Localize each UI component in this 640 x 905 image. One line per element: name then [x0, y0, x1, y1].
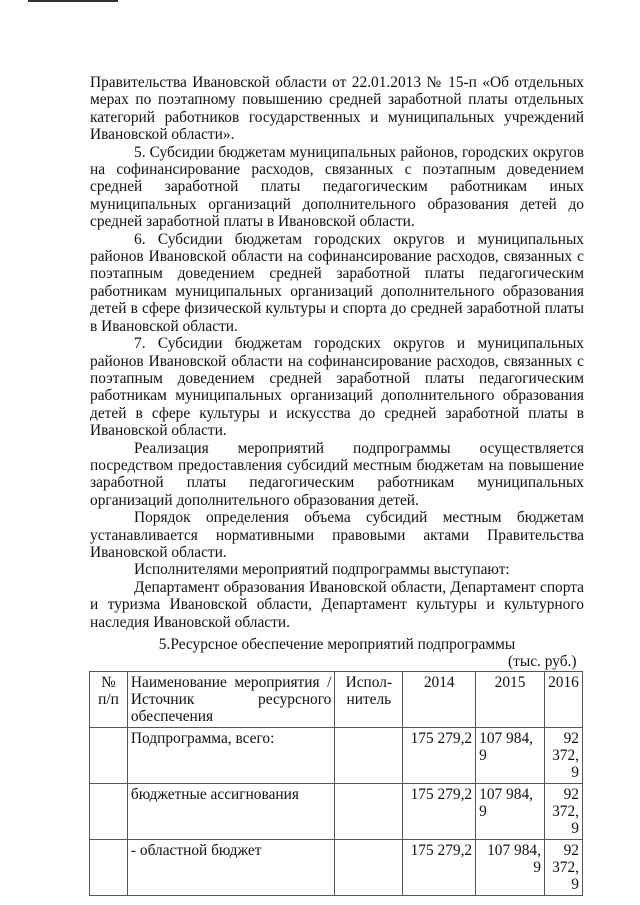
header-2014: 2014 — [403, 672, 476, 728]
table-row — [90, 784, 583, 840]
cell-name: - областной бюджет — [127, 840, 334, 896]
cell-executor — [335, 784, 403, 840]
header-2016: 2016 — [544, 672, 582, 728]
cell-2014: 175 279,2 — [403, 728, 476, 784]
paragraph: Исполнителями мероприятий подпрограммы выступают: — [134, 561, 510, 579]
resource-table — [89, 671, 583, 896]
cell-number — [90, 784, 128, 840]
paragraph: 5. Субсидии бюджетам муниципальных районов, городских округов на софинансирование расходов, связанных с поэтапным доведением средней заработной платы педагогическим работникам иных муниципальных организаций дополнительного образования детей до средней заработной платы в Ивановской области. — [90, 143, 584, 231]
cell-executor — [335, 840, 403, 896]
scan-artifact-line — [28, 0, 118, 2]
table-unit: (тыс. руб.) — [508, 653, 577, 670]
header-name: Наименование мероприятия / Источник ресурсного обеспечения — [127, 672, 334, 728]
cell-name: бюджетные ассигнования — [127, 784, 334, 840]
cell-executor — [335, 728, 403, 784]
paragraph: Правительства Ивановской области от 22.01.2013 № 15-п «Об отдельных мерах по поэтапному повышению средней заработной платы отдельных категорий работников государственных и муниципальных учреждений Ивановской области». — [90, 74, 584, 144]
cell-2014: 175 279,2 — [403, 784, 476, 840]
cell-2015: 107 984, 9 — [476, 784, 545, 840]
table-row — [90, 840, 583, 896]
cell-2016: 92 372, 9 — [544, 840, 582, 896]
paragraph: Департамент образования Ивановской области, Департамент спорта и туризма Ивановской области, Департамент культуры и культурного наследия Ивановской области. — [90, 578, 584, 631]
table-row — [90, 728, 583, 784]
cell-2015: 107 984, 9 — [476, 840, 545, 896]
cell-number — [90, 840, 128, 896]
cell-2014: 175 279,2 — [403, 840, 476, 896]
cell-number — [90, 728, 128, 784]
cell-name: Подпрограмма, всего: — [127, 728, 334, 784]
cell-2016: 92 372, 9 — [544, 784, 582, 840]
header-2015: 2015 — [476, 672, 545, 728]
header-number: № п/п — [90, 672, 128, 728]
paragraph: Порядок определения объема субсидий местным бюджетам устанавливается нормативными правовыми актами Правительства Ивановской области. — [90, 509, 584, 561]
paragraph: Реализация мероприятий подпрограммы осуществляется посредством предоставления субсидий местным бюджетам на повышение заработной платы педагогическим работникам муниципальных организаций дополнительного образования детей. — [90, 439, 584, 509]
body-text — [90, 74, 584, 631]
paragraph: 6. Субсидии бюджетам городских округов и муниципальных районов Ивановской области на софинансирование расходов, связанных с поэтапным доведением средней заработной платы педагогическим работникам муниципальных организаций дополнительного образования детей в сфере физической культуры и спорта до средней заработной платы в Ивановской области. — [90, 230, 584, 335]
paragraph: 7. Субсидии бюджетам городских округов и муниципальных районов Ивановской области на софинансирование расходов, связанных с поэтапным доведением средней заработной платы педагогическим работникам муниципальных организаций дополнительного образования детей в сфере культуры и искусства до средней заработной платы в Ивановской области. — [90, 335, 584, 440]
cell-2015: 107 984, 9 — [476, 728, 545, 784]
cell-2016: 92 372, 9 — [544, 728, 582, 784]
table-header-row — [90, 672, 583, 728]
table-title: 5.Ресурсное обеспечение мероприятий подпрограммы — [158, 636, 516, 653]
header-executor: Испол-нитель — [335, 672, 403, 728]
